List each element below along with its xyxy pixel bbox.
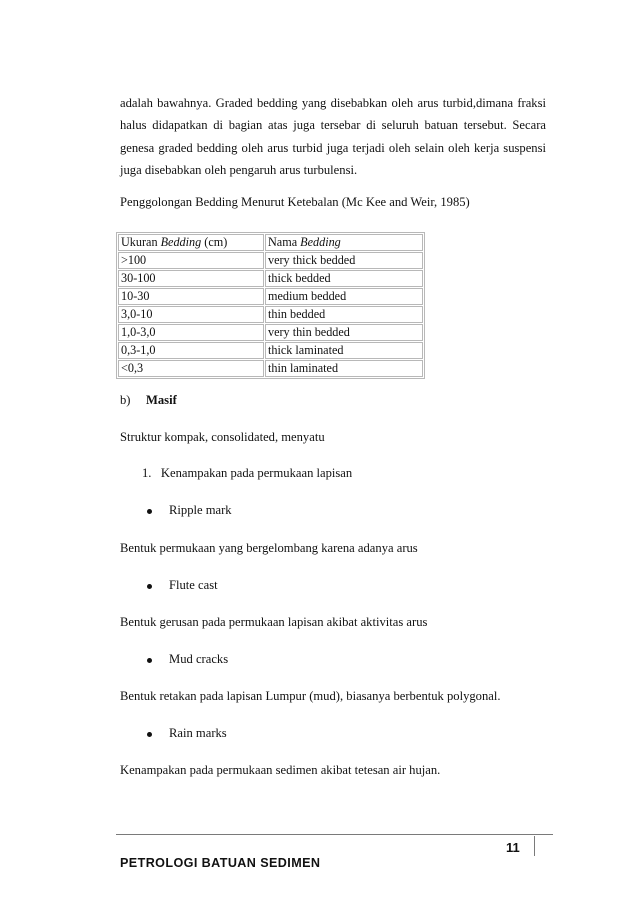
cell-size: >100 (118, 252, 264, 269)
bullet-item-rain-marks (120, 726, 227, 741)
table-row (118, 342, 423, 359)
cell-name: thin laminated (265, 360, 423, 377)
cell-name: thick laminated (265, 342, 423, 359)
footer-divider (116, 834, 553, 835)
table-row (118, 252, 423, 269)
table-row (118, 288, 423, 305)
footer-title: PETROLOGI BATUAN SEDIMEN (120, 856, 321, 870)
item-description: Bentuk gerusan pada permukaan lapisan akibat aktivitas arus (120, 615, 428, 629)
bullet-item-flute-cast (120, 578, 218, 593)
bullet-icon (147, 658, 152, 663)
cell-name: medium bedded (265, 288, 423, 305)
bullet-label: Flute cast (169, 578, 218, 592)
intro-paragraph: adalah bawahnya. Graded bedding yang disebabkan oleh arus turbid,dimana fraksi halus didapatkan di bagian atas juga tersebar di seluruh batuan tersebut. Secara genesa graded bedding oleh arus turbid juga terjadi oleh selain oleh kerja suspensi juga disebabkan oleh pengaruh arus turbulensi. (120, 96, 546, 178)
cell-size: 3,0-10 (118, 306, 264, 323)
cell-size: 0,3-1,0 (118, 342, 264, 359)
bullet-item-ripple-mark (120, 503, 232, 518)
table-row (118, 270, 423, 287)
section-marker: b) (120, 393, 131, 407)
cell-name: very thin bedded (265, 324, 423, 341)
table-row (118, 306, 423, 323)
item-description: Bentuk permukaan yang bergelombang karena adanya arus (120, 541, 418, 555)
bullet-label: Ripple mark (169, 503, 232, 517)
bullet-icon (147, 584, 152, 589)
bullet-label: Mud cracks (169, 652, 229, 666)
page-number: 11 (506, 840, 520, 855)
table-header-row (118, 234, 423, 251)
cell-name: thick bedded (265, 270, 423, 287)
section-title: Masif (146, 393, 177, 407)
section-b-heading (120, 393, 177, 408)
bullet-label: Rain marks (169, 726, 227, 740)
item-description: Kenampakan pada permukaan sedimen akibat tetesan air hujan. (120, 763, 441, 777)
table-row (118, 360, 423, 377)
item-description: Bentuk retakan pada lapisan Lumpur (mud), biasanya berbentuk polygonal. (120, 689, 501, 703)
cell-name: thin bedded (265, 306, 423, 323)
table-row (118, 324, 423, 341)
cell-size: 30-100 (118, 270, 264, 287)
header-size: Ukuran Bedding (cm) (118, 234, 264, 251)
bullet-icon (147, 509, 152, 514)
cell-name: very thick bedded (265, 252, 423, 269)
item-number: 1. (142, 466, 152, 480)
bedding-thickness-table (116, 232, 425, 379)
cell-size: 10-30 (118, 288, 264, 305)
table-caption: Penggolongan Bedding Menurut Ketebalan (Mc Kee and Weir, 1985) (120, 195, 470, 209)
bullet-icon (147, 732, 152, 737)
cell-size: <0,3 (118, 360, 264, 377)
masif-description: Struktur kompak, consolidated, menyatu (120, 430, 325, 444)
page-number-divider (534, 836, 535, 856)
item-text: Kenampakan pada permukaan lapisan (160, 466, 353, 480)
bullet-item-mud-cracks (120, 652, 228, 667)
header-name: Nama Bedding (265, 234, 423, 251)
numbered-item (120, 466, 352, 481)
cell-size: 1,0-3,0 (118, 324, 264, 341)
